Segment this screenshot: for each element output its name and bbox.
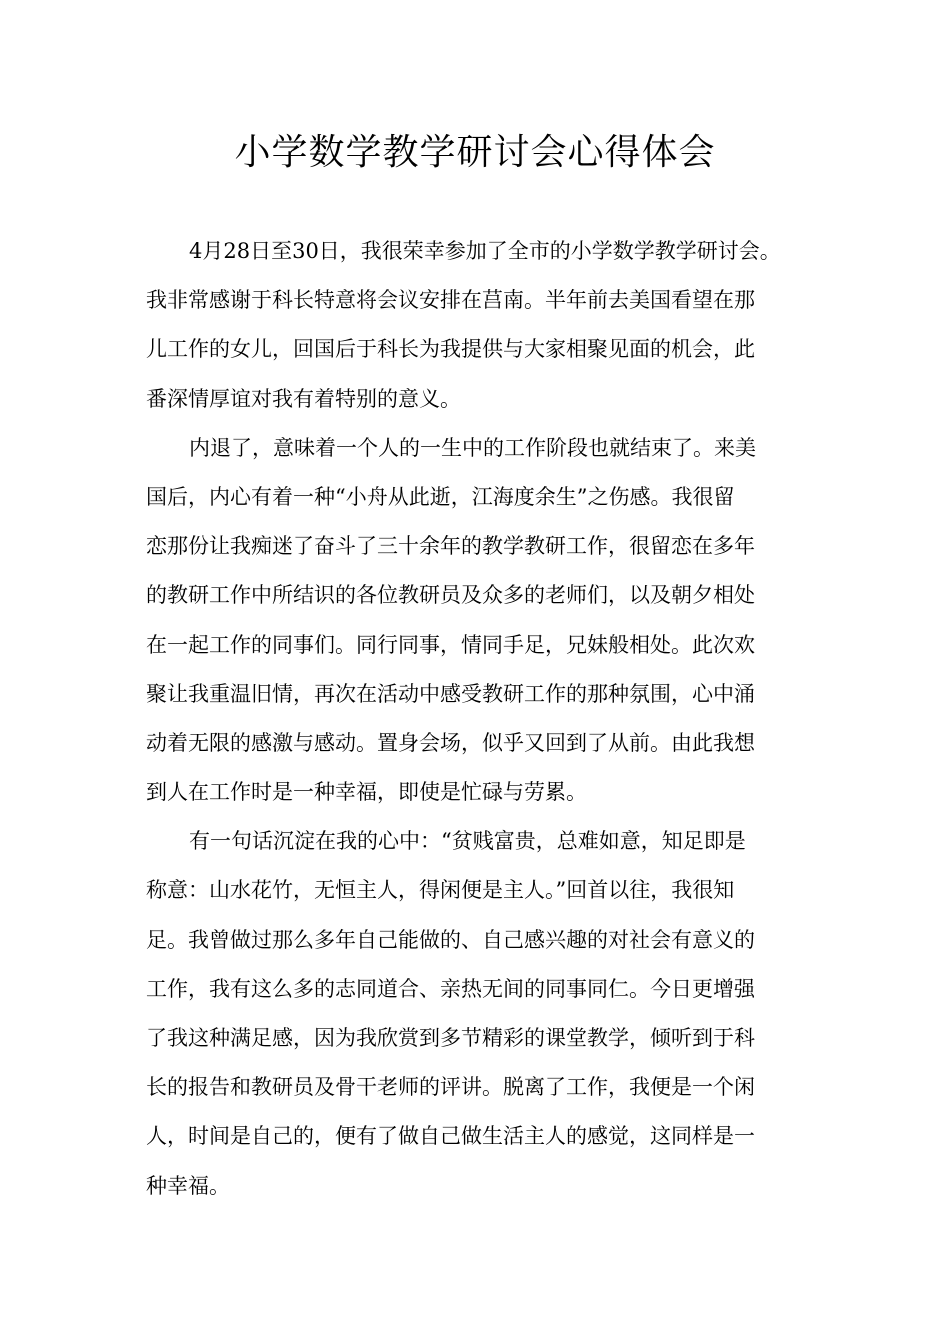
paragraph-2-line-3: 恋那份让我痴迷了奋斗了三十余年的教学教研工作，很留恋在多年 [146, 534, 755, 559]
paragraph-3-line-7: 人，时间是自己的，便有了做自己做生活主人的感觉，这同样是一 [146, 1124, 755, 1149]
paragraph-2-line-6: 聚让我重温旧情，再次在活动中感受教研工作的那种氛围，心中涌 [146, 681, 755, 706]
paragraph-3-line-6: 长的报告和教研员及骨干老师的评讲。脱离了工作，我便是一个闲 [146, 1075, 755, 1100]
paragraph-1-line-4: 番深情厚谊对我有着特别的意义。 [146, 386, 461, 411]
paragraph-1-line-3: 儿工作的女儿，回国后于科长为我提供与大家相聚见面的机会，此 [146, 337, 755, 362]
paragraph-3-line-1: 有一句话沉淀在我的心中：“贫贱富贵，总难如意，知足即是 [189, 829, 746, 854]
paragraph-2-line-8: 到人在工作时是一种幸福，即使是忙碌与劳累。 [146, 780, 587, 805]
page-title: 小学数学教学研讨会心得体会 [234, 132, 716, 173]
paragraph-3-line-8: 种幸福。 [146, 1173, 230, 1198]
paragraph-3-line-3: 足。我曾做过那么多年自己能做的、自己感兴趣的对社会有意义的 [146, 927, 755, 952]
paragraph-2-line-4: 的教研工作中所结识的各位教研员及众多的老师们，以及朝夕相处 [146, 583, 755, 608]
paragraph-2-line-1: 内退了，意味着一个人的一生中的工作阶段也就结束了。来美 [189, 435, 756, 460]
document-body [146, 227, 826, 1211]
paragraph-1-line-1: 4月28日至30日，我很荣幸参加了全市的小学数学教学研讨会。 [189, 239, 781, 263]
paragraph-3-line-5: 了我这种满足感，因为我欣赏到多节精彩的课堂教学，倾听到于科 [146, 1026, 755, 1050]
paragraph-3-line-4: 工作，我有这么多的志同道合、亲热无间的同事同仁。今日更增强 [146, 976, 755, 1001]
paragraph-2-line-5: 在一起工作的同事们。同行同事，情同手足，兄妹般相处。此次欢 [146, 632, 755, 657]
paragraph-2-line-7: 动着无限的感激与感动。置身会场，似乎又回到了从前。由此我想 [146, 730, 755, 755]
paragraph-1-line-2: 我非常感谢于科长特意将会议安排在莒南。半年前去美国看望在那 [146, 288, 755, 313]
paragraph-3-line-2: 称意：山水花竹，无恒主人，得闲便是主人。”回首以往，我很知 [146, 878, 735, 903]
paragraph-2-line-2: 国后，内心有着一种“小舟从此逝，江海度余生”之伤感。我很留 [146, 484, 735, 509]
